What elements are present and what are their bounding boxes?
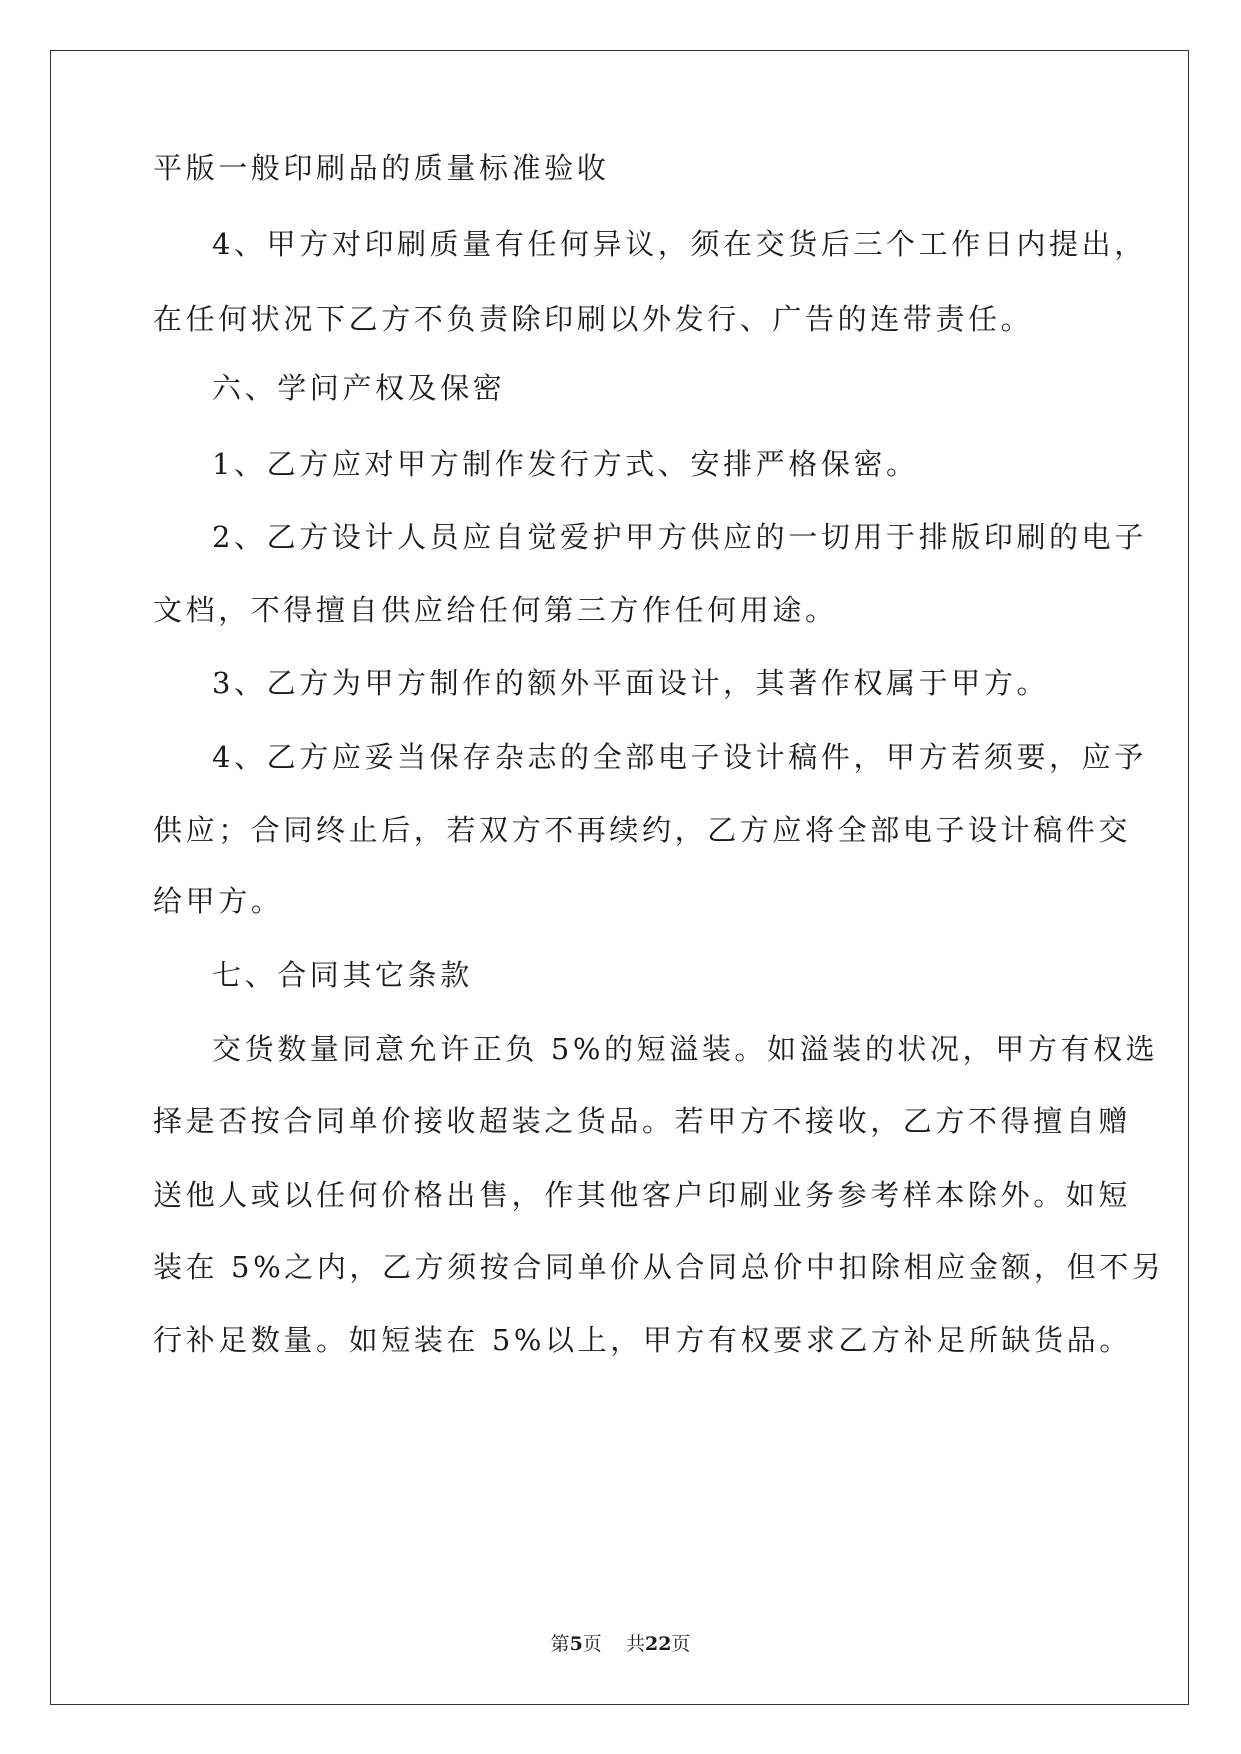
text-line: 择是否按合同单价接收超装之货品。若甲方不接收，乙方不得擅自赠 [153,1104,1132,1138]
text-line: 交货数量同意允许正负 5%的短溢装。如溢装的状况，甲方有权选 [212,1032,1159,1066]
text-line: 给甲方。 [153,884,284,918]
footer-middle: 页 共 [582,1633,645,1655]
text-line: 2、乙方设计人员应自觉爱护甲方供应的一切用于排版印刷的电子 [212,520,1147,554]
text-line: 在任何状况下乙方不负责除印刷以外发行、广告的连带责任。 [153,302,1034,336]
footer-prefix: 第 [550,1633,570,1655]
text-line: 文档，不得擅自供应给任何第三方作任何用途。 [153,593,838,627]
text-line: 送他人或以任何价格出售，作其他客户印刷业务参考样本除外。如短 [153,1178,1132,1212]
total-page-count: 22 [644,1633,672,1655]
text-line: 装在 5%之内，乙方须按合同单价从合同总价中扣除相应金额，但不另 [153,1250,1165,1284]
current-page-number: 5 [569,1633,583,1655]
section-heading: 六、学问产权及保密 [212,371,506,405]
footer-suffix: 页 [671,1633,691,1655]
page-border [50,50,1189,1705]
section-heading: 七、合同其它条款 [212,958,473,992]
text-line: 行补足数量。如短装在 5%以上，甲方有权要求乙方补足所缺货品。 [153,1323,1132,1357]
text-line: 1、乙方应对甲方制作发行方式、安排严格保密。 [212,447,919,481]
text-line: 平版一般印刷品的质量标准验收 [153,151,610,185]
text-line: 4、甲方对印刷质量有任何异议，须在交货后三个工作日内提出， [212,227,1147,261]
page-footer [0,1632,1241,1656]
text-line: 4、乙方应妥当保存杂志的全部电子设计稿件，甲方若须要，应予 [212,740,1147,774]
text-line: 3、乙方为甲方制作的额外平面设计，其著作权属于甲方。 [212,666,1050,700]
text-line: 供应；合同终止后，若双方不再续约，乙方应将全部电子设计稿件交 [153,813,1132,847]
